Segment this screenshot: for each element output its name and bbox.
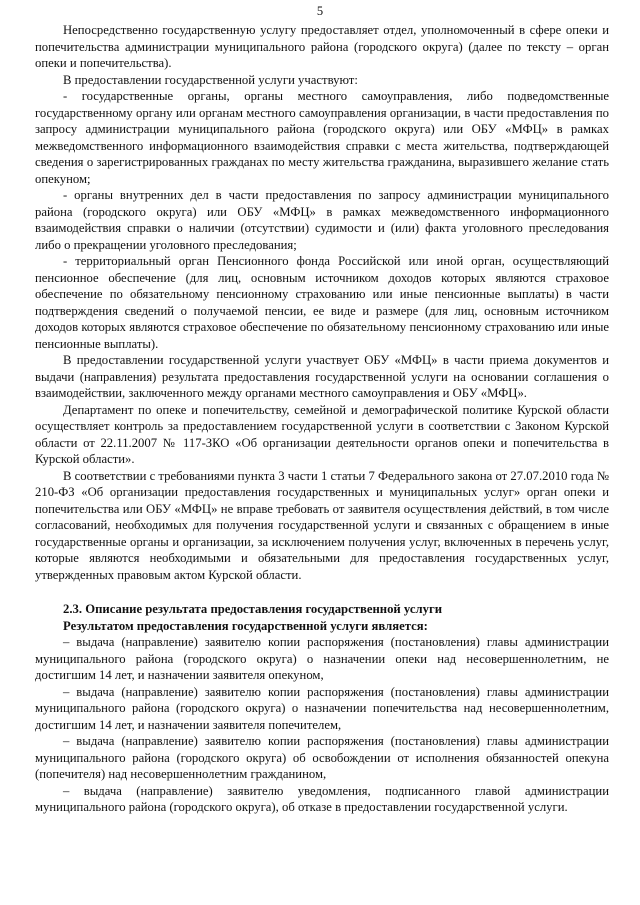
paragraph-mfc-participation: В предоставлении государственной услуги участвует ОБУ «МФЦ» в части приема документов и выдачи (направления) результата предоставления государственной услуги на основании соглашения о взаимодействии, заключенного между органами местного самоуправления и ОБУ «МФЦ».: [35, 353, 609, 400]
paragraph-federal-law: В соответствии с требованиями пункта 3 части 1 статьи 7 Федерального закона от 27.07.2010 года № 210-ФЗ «Об организации предоставления государственных и муниципальных услуг» орган опеки и попечительства или ОБУ «МФЦ» не вправе требовать от заявителя осуществления действий, в том числе согласований, необходимых для получения государственной услуги и связанных с обращением в иные государственные органы и организации, за исключением получения услуг, включенных в перечень услуг, которые являются необходимыми и обязательными для предоставления государственных услуг, утвержденных правовым актом Курской области.: [35, 468, 609, 582]
result-heading: Результатом предоставления государственной услуги является:: [63, 618, 428, 633]
paragraph-participants-intro: В предоставлении государственной услуги участвуют:: [63, 72, 358, 87]
section-heading: 2.3. Описание результата предоставления государственной услуги: [63, 602, 443, 616]
paragraph-department-control: Департамент по опеке и попечительству, семейной и демографической политике Курской области осуществляет контроль за предоставлением государственной услуги в соответствии с Законом Курской области от 22.11.2007 № 117-ЗКО «Об организации деятельности органов опеки и попечительства в Курской области».: [35, 402, 609, 466]
list-item-pension-fund: - территориальный орган Пенсионного фонда Российской или иной орган, осуществляющий пенсионное обеспечение (для лиц, основным источником доходов которых являются страховое обеспечение по обязательному пенсионному страхованию или иные пенсионные выплаты) в части подтверждения сведений о получаемой пенсии, ее виде и размере (для лиц, основным источником доходов которых являются страховое обеспечение по обязательному пенсионному страхованию или иные пенсионные выплаты).: [35, 254, 609, 351]
paragraph-direct-provider: Непосредственно государственную услугу предоставляет отдел, уполномоченный в сфере опеки и попечительства администрации муниципального района (городского округа) (далее по тексту – орган опеки и попечительства).: [35, 23, 609, 70]
result-item-guardianship: – выдача (направление) заявителю копии распоряжения (постановления) главы администрации муниципального района (городского округа) о назначении опеки над несовершеннолетним, не достигшим 14 лет, и назначении заявителя опекуном,: [35, 635, 609, 682]
document-body: [35, 22, 609, 816]
list-item-government-bodies: - государственные органы, органы местного самоуправления, либо подведомственные государственному органу или органам местного самоуправления организации, в части предоставления по запросу администрации муниципального района (городского округа) или ОБУ «МФЦ» в рамках межведомственного информационного взаимодействия справки с места жительства, подтверждающей сведения о зарегистрированных гражданах по месту жительства гражданина, выразившего желание стать опекуном;: [35, 89, 609, 186]
result-item-refusal: – выдача (направление) заявителю уведомления, подписанного главой администрации муниципального района (городского округа), об отказе в предоставлении государственной услуги.: [35, 783, 609, 814]
result-item-release: – выдача (направление) заявителю копии распоряжения (постановления) главы администрации муниципального района (городского округа) об освобождении от исполнения обязанностей опекуна (попечителя) над несовершеннолетним гражданином,: [35, 734, 609, 781]
result-item-custodianship: – выдача (направление) заявителю копии распоряжения (постановления) главы администрации муниципального района (городского округа) о назначении попечительства над несовершеннолетним, достигшим 14 лет, и назначении заявителя попечителем,: [35, 684, 609, 732]
list-item-internal-affairs: - органы внутренних дел в части предоставления по запросу администрации муниципального района (городского округа) или ОБУ «МФЦ» в рамках межведомственного информационного взаимодействия справки о наличии (отсутствии) судимости и (или) факта уголовного преследования либо о прекращении уголовного преследования;: [35, 188, 609, 252]
page-number: 5: [316, 4, 324, 18]
